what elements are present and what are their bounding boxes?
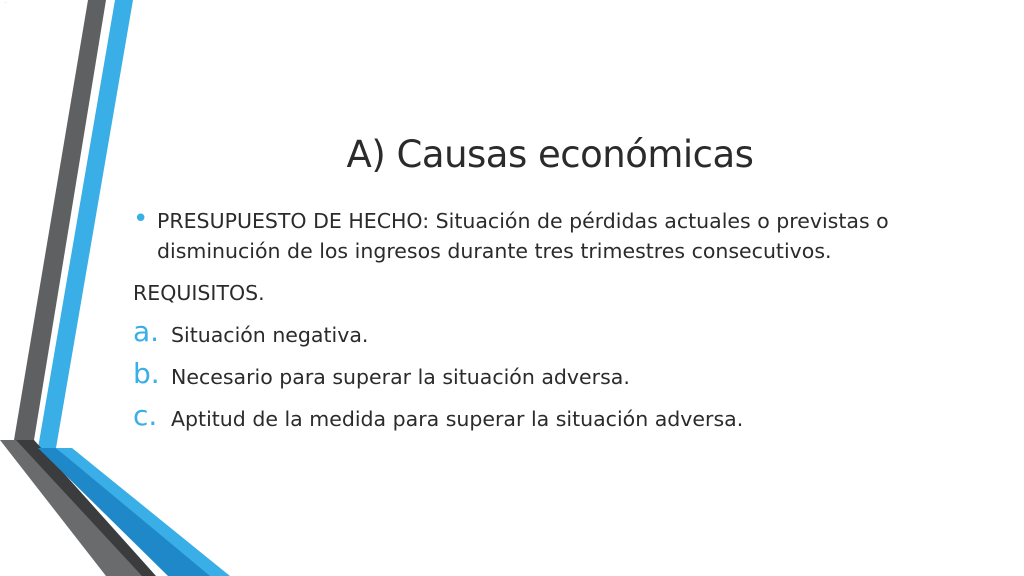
item-text: Situación negativa. <box>171 323 369 347</box>
slide-content <box>133 206 953 434</box>
list-item <box>133 357 953 392</box>
slide-title: A) Causas económicas <box>346 132 754 176</box>
bullet-text: PRESUPUESTO DE HECHO: Situación de pérdidas actuales o previstas o disminución de los ingresos durante tres trimestres consecutivos. <box>157 209 889 263</box>
item-letter: a. <box>133 315 160 348</box>
corner-note: … <box>4 0 7 4</box>
item-letter: c. <box>133 399 158 432</box>
list-item <box>133 315 953 350</box>
list-item <box>133 399 953 434</box>
bullet-dot: • <box>133 204 149 234</box>
item-text: Necesario para superar la situación adversa. <box>171 365 630 389</box>
bullet-item <box>133 206 953 266</box>
requisitos-label: REQUISITOS. <box>133 281 265 305</box>
item-text: Aptitud de la medida para superar la situación adversa. <box>171 407 744 431</box>
item-letter: b. <box>133 357 160 390</box>
